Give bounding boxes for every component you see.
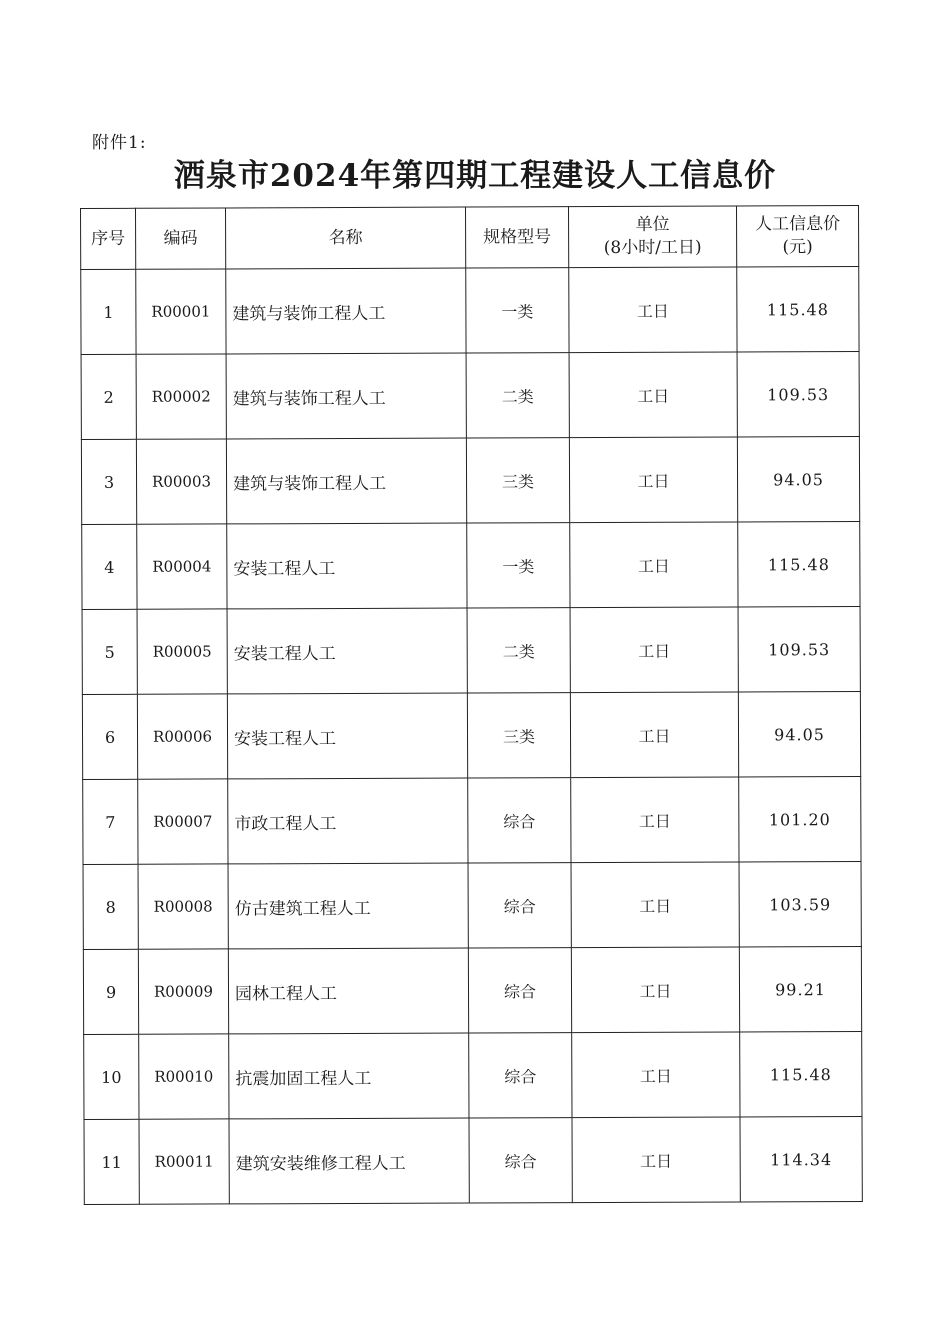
cell-unit: 工日 xyxy=(572,1032,740,1118)
cell-name: 建筑与装饰工程人工 xyxy=(226,353,466,439)
cell-spec: 综合 xyxy=(468,778,571,863)
cell-seq: 1 xyxy=(81,269,136,354)
table-row xyxy=(82,692,860,780)
cell-name: 建筑安装维修工程人工 xyxy=(229,1118,469,1204)
cell-seq: 3 xyxy=(81,439,136,524)
cell-spec: 综合 xyxy=(469,1033,572,1118)
cell-price: 109.53 xyxy=(738,607,860,692)
header-unit xyxy=(568,206,736,268)
cell-price: 94.05 xyxy=(737,437,859,522)
table-row xyxy=(81,352,859,440)
cell-price: 115.48 xyxy=(738,522,860,607)
cell-unit: 工日 xyxy=(570,522,738,608)
cell-code: R00005 xyxy=(137,609,227,694)
table-row xyxy=(84,1032,862,1120)
table-row xyxy=(83,947,861,1035)
cell-unit: 工日 xyxy=(570,692,738,778)
cell-unit: 工日 xyxy=(570,607,738,693)
cell-code: R00007 xyxy=(138,779,228,864)
labor-price-table xyxy=(80,205,863,1205)
cell-name: 园林工程人工 xyxy=(228,948,468,1034)
cell-unit: 工日 xyxy=(572,1117,740,1203)
header-code: 编码 xyxy=(136,208,226,269)
cell-code: R00006 xyxy=(137,694,227,779)
cell-price: 114.34 xyxy=(740,1117,862,1202)
header-unit-line2: (8小时/工日) xyxy=(603,237,702,258)
cell-spec: 三类 xyxy=(467,693,570,778)
table-row xyxy=(82,607,860,695)
table-row xyxy=(83,862,861,950)
table-row xyxy=(81,437,859,525)
cell-price: 101.20 xyxy=(739,777,861,862)
cell-spec: 综合 xyxy=(469,1118,572,1203)
header-price-line2: (元) xyxy=(782,237,813,258)
table-row xyxy=(83,777,861,865)
cell-unit: 工日 xyxy=(569,352,737,438)
table-row xyxy=(84,1117,862,1205)
table-row xyxy=(82,522,860,610)
cell-seq: 6 xyxy=(82,694,137,779)
cell-seq: 5 xyxy=(82,609,137,694)
cell-name: 抗震加固工程人工 xyxy=(229,1033,469,1119)
cell-code: R00003 xyxy=(136,439,226,524)
cell-seq: 8 xyxy=(83,864,138,949)
cell-spec: 综合 xyxy=(468,863,571,948)
table-row xyxy=(81,267,859,355)
cell-name: 仿古建筑工程人工 xyxy=(228,863,468,949)
document-title: 酒泉市2024年第四期工程建设人工信息价 xyxy=(173,158,777,194)
header-price-line1: 人工信息价 xyxy=(755,214,841,235)
cell-price: 94.05 xyxy=(738,692,860,777)
header-spec: 规格型号 xyxy=(465,207,568,268)
attachment-label: 附件1: xyxy=(92,133,147,153)
cell-seq: 2 xyxy=(81,354,136,439)
cell-code: R00002 xyxy=(136,354,226,439)
cell-seq: 4 xyxy=(82,524,137,609)
table-header-row xyxy=(81,206,859,270)
cell-spec: 一类 xyxy=(466,268,569,353)
cell-price: 103.59 xyxy=(739,862,861,947)
cell-name: 安装工程人工 xyxy=(227,608,467,694)
header-name: 名称 xyxy=(226,207,466,269)
cell-unit: 工日 xyxy=(571,777,739,863)
header-price xyxy=(736,206,858,267)
cell-price: 109.53 xyxy=(737,352,859,437)
header-seq: 序号 xyxy=(81,208,136,269)
cell-name: 建筑与装饰工程人工 xyxy=(226,438,466,524)
cell-name: 安装工程人工 xyxy=(227,523,467,609)
cell-unit: 工日 xyxy=(569,437,737,523)
cell-unit: 工日 xyxy=(571,862,739,948)
cell-code: R00001 xyxy=(136,269,226,354)
cell-code: R00009 xyxy=(138,949,228,1034)
cell-code: R00004 xyxy=(137,524,227,609)
cell-code: R00010 xyxy=(139,1034,229,1119)
cell-price: 99.21 xyxy=(739,947,861,1032)
header-unit-line1: 单位 xyxy=(635,214,670,235)
cell-code: R00008 xyxy=(138,864,228,949)
cell-code: R00011 xyxy=(139,1119,229,1204)
cell-unit: 工日 xyxy=(571,947,739,1033)
cell-spec: 一类 xyxy=(467,523,570,608)
cell-name: 建筑与装饰工程人工 xyxy=(226,268,466,354)
cell-price: 115.48 xyxy=(740,1032,862,1117)
cell-spec: 三类 xyxy=(466,438,569,523)
cell-seq: 11 xyxy=(84,1119,139,1204)
cell-name: 安装工程人工 xyxy=(227,693,467,779)
cell-seq: 7 xyxy=(83,779,138,864)
cell-price: 115.48 xyxy=(737,267,859,352)
cell-seq: 9 xyxy=(83,949,138,1034)
cell-seq: 10 xyxy=(84,1034,139,1119)
cell-spec: 二类 xyxy=(467,608,570,693)
cell-name: 市政工程人工 xyxy=(228,778,468,864)
cell-spec: 综合 xyxy=(468,948,571,1033)
cell-unit: 工日 xyxy=(569,267,737,353)
cell-spec: 二类 xyxy=(466,353,569,438)
